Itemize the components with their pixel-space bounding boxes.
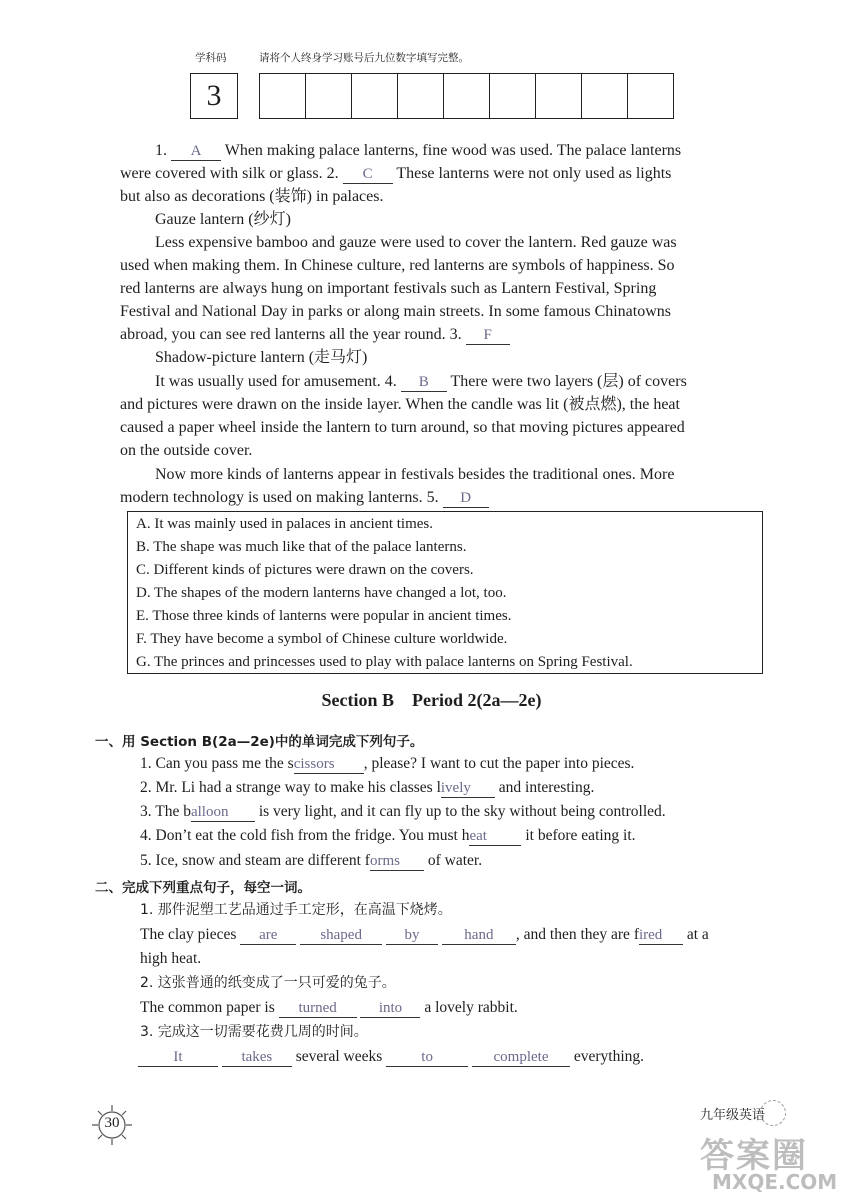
reading-line-3: but also as decorations (装饰) in palaces. <box>120 188 384 205</box>
digit-box[interactable] <box>581 73 628 119</box>
digit-box[interactable] <box>351 73 398 119</box>
paragraph-line: modern technology is used on making lanterns. 5. D <box>120 486 489 509</box>
fill-blank[interactable]: orms <box>370 852 424 871</box>
fill-blank[interactable]: takes <box>222 1048 292 1067</box>
book-title: 九年级英语 <box>700 1108 766 1123</box>
option-item: G. The princes and princesses used to play with palace lanterns on Spring Festival. <box>136 654 633 670</box>
watermark-logo: 答案圈 <box>700 1136 808 1176</box>
fill-blank[interactable]: turned <box>279 999 357 1018</box>
fill-blank[interactable]: into <box>360 999 420 1018</box>
paragraph-line: Less expensive bamboo and gauze were used to cover the lantern. Red gauze was <box>155 234 677 251</box>
fill-blank[interactable]: to <box>386 1048 468 1067</box>
fill-blank[interactable]: cissors <box>294 755 364 774</box>
option-item: F. They have become a symbol of Chinese culture worldwide. <box>136 631 508 647</box>
reading-line-1: 1. A When making palace lanterns, fine wood was used. The palace lanterns <box>155 142 682 159</box>
reading-line-2: were covered with silk or glass. 2. C These lanterns were not only used as lights <box>120 165 672 182</box>
fill-blank[interactable]: ively <box>441 779 495 798</box>
decorative-circle-icon <box>760 1100 786 1126</box>
fill-blank[interactable]: are <box>240 926 296 945</box>
part1-sentence-1: 1. Can you pass me the scissors , please? I want to cut the paper into pieces. <box>140 755 635 772</box>
part1-sentence-3: 3. The balloon is very light, and it can fly up to the sky without being controlled. <box>140 803 666 820</box>
paragraph-line: abroad, you can see red lanterns all the year round. 3. F <box>120 323 510 346</box>
paragraph-line: used when making them. In Chinese culture, red lanterns are symbols of happiness. So <box>120 257 675 274</box>
page-number-badge <box>90 1103 134 1147</box>
fill-blank[interactable]: hand <box>442 926 516 945</box>
paragraph-line: Now more kinds of lanterns appear in festivals besides the traditional ones. More <box>155 466 675 483</box>
fill-blank[interactable]: alloon <box>191 803 255 822</box>
section-title: Section B Period 2(2a—2e) <box>321 690 542 710</box>
part1-sentence-4: 4. Don’t eat the cold fish from the fridge. You must heat it before eating it. <box>140 827 636 844</box>
instruction-text: 请将个人终身学习账号后九位数字填写完整。 <box>259 52 469 64</box>
paragraph-line: red lanterns are always hung on important festivals such as Lantern Festival, Spring <box>120 280 657 297</box>
paragraph-line: caused a paper wheel inside the lantern to turn around, so that moving pictures appeared <box>120 419 685 436</box>
part2-q1-continued: high heat. <box>140 950 202 967</box>
subject-code-box: 3 <box>190 73 238 119</box>
digit-box[interactable] <box>305 73 352 119</box>
paragraph-line: It was usually used for amusement. 4. B There were two layers (层) of covers <box>155 373 687 390</box>
options-box <box>127 511 763 674</box>
part2-q1-english: The clay pieces are shaped by hand , and then they are fired at a <box>140 926 709 943</box>
option-item: D. The shapes of the modern lanterns have changed a lot, too. <box>136 585 507 601</box>
part1-sentence-5: 5. Ice, snow and steam are different forms of water. <box>140 852 483 869</box>
page-number: 30 <box>104 1115 120 1131</box>
fill-blank[interactable]: shaped <box>300 926 382 945</box>
fill-blank[interactable]: complete <box>472 1048 570 1067</box>
digit-box[interactable] <box>489 73 536 119</box>
answer-blank-5[interactable]: D <box>443 489 489 508</box>
fill-blank[interactable]: by <box>386 926 438 945</box>
subject-code-label: 学科码 <box>195 52 227 64</box>
part2-q3-chinese: 3. 完成这一切需要花费几周的时间。 <box>140 1024 368 1040</box>
part1-sentence-2: 2. Mr. Li had a strange way to make his classes lively and interesting. <box>140 779 595 796</box>
digit-box[interactable] <box>535 73 582 119</box>
watermark-url: MXQE.COM <box>712 1170 838 1194</box>
digit-box[interactable] <box>443 73 490 119</box>
part2-q3-english: It takes several weeks to complete everything. <box>138 1045 644 1068</box>
option-item: E. Those three kinds of lanterns were popular in ancient times. <box>136 608 512 624</box>
fill-blank[interactable]: eat <box>469 827 521 846</box>
digit-box[interactable] <box>627 73 674 119</box>
part2-heading: 二、完成下列重点句子，每空一词。 <box>95 880 311 896</box>
answer-blank-4[interactable]: B <box>401 373 447 392</box>
digit-box[interactable] <box>397 73 444 119</box>
part1-heading: 一、用 Section B(2a—2e)中的单词完成下列句子。 <box>95 734 424 750</box>
part2-q1-chinese: 1. 那件泥塑工艺品通过手工定形，在高温下烧烤。 <box>140 902 452 918</box>
digit-box[interactable] <box>259 73 306 119</box>
option-item: C. Different kinds of pictures were drawn on the covers. <box>136 562 474 578</box>
answer-blank-2[interactable]: C <box>343 165 393 184</box>
part2-q2-chinese: 2. 这张普通的纸变成了一只可爱的兔子。 <box>140 975 396 991</box>
answer-blank-3[interactable]: F <box>466 326 510 345</box>
fill-blank[interactable]: It <box>138 1048 218 1067</box>
paragraph-line: and pictures were drawn on the inside layer. When the candle was lit (被点燃), the heat <box>120 396 680 413</box>
part2-q2-english: The common paper is turned into a lovely rabbit. <box>140 999 518 1016</box>
paragraph-line: on the outside cover. <box>120 442 253 459</box>
gauze-lantern-title: Gauze lantern (纱灯) <box>155 211 291 228</box>
answer-blank-1[interactable]: A <box>171 142 221 161</box>
shadow-lantern-title: Shadow-picture lantern (走马灯) <box>155 349 368 366</box>
option-item: A. It was mainly used in palaces in ancient times. <box>136 516 434 532</box>
paragraph-line: Festival and National Day in parks or along main streets. In some famous Chinatowns <box>120 303 672 320</box>
fill-blank[interactable]: ired <box>639 926 683 945</box>
option-item: B. The shape was much like that of the palace lanterns. <box>136 539 467 555</box>
